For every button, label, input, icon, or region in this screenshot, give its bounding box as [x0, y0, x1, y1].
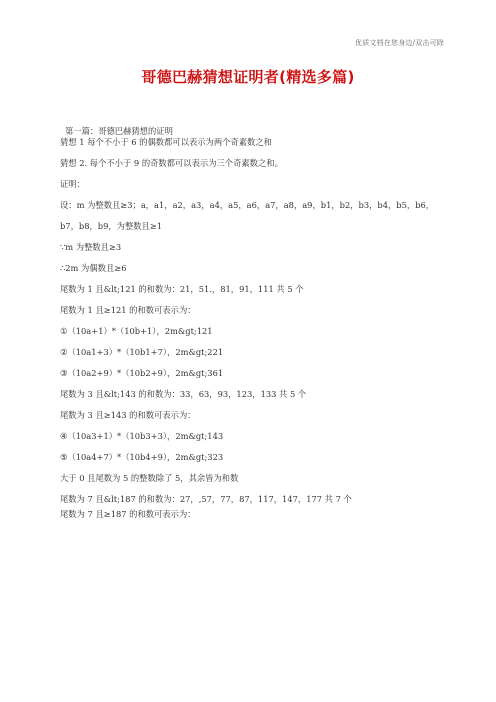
tail-3-composites: 尾数为 3 且&lt;143 的和数为：33，63，93，123，133 共 5 个 — [60, 389, 307, 399]
tail-1-representation: 尾数为 1 且≥121 的和数可表示为： — [60, 305, 196, 315]
therefore-line: ∴2m 为偶数且≥6 — [60, 263, 127, 273]
tail-7-composites: 尾数为 7 且&lt;187 的和数为：27，,57，77，87，117，147，177 共 7 个 — [60, 494, 352, 504]
conjecture-1: 猜想 1 每个不小于 6 的偶数都可以表示为两个奇素数之和 — [60, 137, 272, 147]
section-heading: 第一篇：哥德巴赫猜想的证明 — [65, 126, 173, 136]
formula-2: ②（10a1+3）*（10b1+7），2m&gt;221 — [60, 347, 224, 357]
tail-1-composites: 尾数为 1 且&lt;121 的和数为：21，51.，81，91，111 共 5 个 — [60, 284, 304, 294]
tail-5-note: 大于 0 且尾数为 5 的整数除了 5，其余皆为和数 — [60, 473, 239, 483]
tail-7-representation: 尾数为 7 且≥187 的和数可表示为： — [60, 509, 196, 519]
tail-3-representation: 尾数为 3 且≥143 的和数可表示为： — [60, 410, 196, 420]
formula-4: ④（10a3+1）*（10b3+3），2m&gt;143 — [60, 431, 224, 441]
formula-5: ⑤（10a4+7）*（10b4+9），2m&gt;323 — [60, 452, 224, 462]
document-body — [60, 126, 444, 520]
proof-label: 证明： — [60, 179, 85, 189]
definition-line-1: 设：m 为整数且≥3；a，a1，a2，a3，a4，a5，a6，a7，a8，a9，b1，b2，b3，b4，b5，b6， — [60, 200, 435, 210]
formula-3: ③（10a2+9）*（10b2+9），2m&gt;361 — [60, 368, 224, 378]
formula-1: ①（10a+1）*（10b+1），2m&gt;121 — [60, 326, 213, 336]
header-note: 优质文档在您身边/双击可除 — [355, 39, 444, 47]
because-line: ∵m 为整数且≥3 — [60, 242, 122, 252]
conjecture-2: 猜想 2. 每个不小于 9 的奇数都可以表示为三个奇素数之和。 — [60, 158, 283, 168]
document-title: 哥德巴赫猜想证明者(精选多篇) — [141, 68, 355, 86]
definition-line-2: b7，b8，b9，为整数且≥1 — [60, 221, 163, 231]
